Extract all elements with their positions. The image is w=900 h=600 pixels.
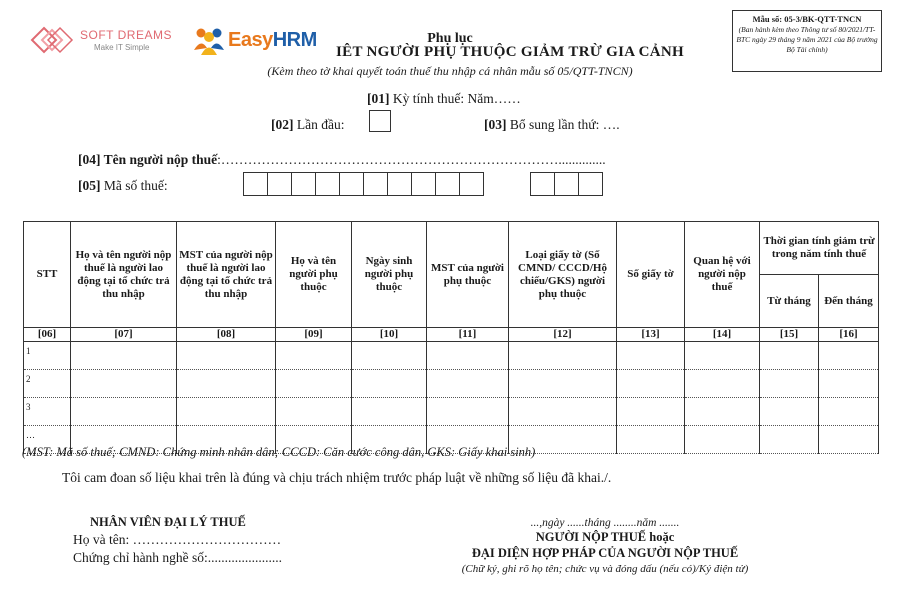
table-cell[interactable]: [509, 342, 617, 370]
document-subtitle: Phụ lục: [427, 31, 473, 46]
field-code-03: [03]: [484, 117, 507, 132]
easyhrm-hrm-text: HRM: [272, 29, 317, 51]
table-row: [24, 398, 879, 426]
tax-code-digit-box[interactable]: [387, 172, 412, 196]
col-index: [12]: [509, 328, 617, 342]
table-cell[interactable]: [617, 370, 685, 398]
col-header-taxpayer-mst: MST của người nộp thuế là người lao động tại tổ chức trả thu nhập: [177, 222, 276, 328]
col-index: [15]: [760, 328, 819, 342]
tax-code-digit-box[interactable]: [291, 172, 316, 196]
table-cell[interactable]: [177, 370, 276, 398]
table-cell[interactable]: [276, 342, 352, 370]
table-cell[interactable]: [352, 398, 427, 426]
table-row: [24, 370, 879, 398]
table-cell[interactable]: [71, 342, 177, 370]
tax-code-digit-box[interactable]: [339, 172, 364, 196]
table-cell[interactable]: [427, 398, 509, 426]
tax-period-field: [367, 91, 521, 107]
table-cell[interactable]: [685, 426, 760, 454]
form-number-box: [732, 10, 882, 72]
col-index: [13]: [617, 328, 685, 342]
easyhrm-easy-text: Easy: [228, 29, 273, 51]
table-cell[interactable]: [760, 426, 819, 454]
field-code-02: [02]: [271, 117, 294, 132]
tax-period-label: Kỳ tính thuế: Năm……: [389, 91, 521, 106]
tax-code-digit-box[interactable]: [530, 172, 555, 196]
softdreams-name: SOFT DREAMS: [80, 28, 172, 42]
table-cell[interactable]: [685, 370, 760, 398]
col-index: [14]: [685, 328, 760, 342]
tax-code-label: Mã số thuế:: [100, 178, 168, 193]
table-row: [24, 342, 879, 370]
table-cell[interactable]: [617, 426, 685, 454]
tax-code-digit-box[interactable]: [459, 172, 484, 196]
table-cell[interactable]: [819, 426, 879, 454]
first-time-label: Lần đầu:: [293, 117, 345, 132]
col-header-from-month: Từ tháng: [760, 275, 819, 328]
col-header-dependent-dob: Ngày sinh người phụ thuộc: [352, 222, 427, 328]
table-cell[interactable]: [617, 398, 685, 426]
softdreams-diamond-icon: [30, 24, 74, 60]
tax-code-field: [78, 178, 168, 194]
document-attachment-note: (Kèm theo tờ khai quyết toán thuế thu nhập cá nhân mẫu số 05/QTT-TNCN): [267, 64, 633, 78]
taxpayer-name-field: [78, 152, 606, 168]
col-index: [06]: [24, 328, 71, 342]
supplement-label: Bổ sung lần thứ: ….: [506, 117, 620, 132]
table-cell[interactable]: [71, 370, 177, 398]
row-number: 3: [24, 398, 71, 426]
table-cell[interactable]: [819, 342, 879, 370]
table-cell[interactable]: [177, 398, 276, 426]
commitment-statement: Tôi cam đoan số liệu khai trên là đúng và chịu trách nhiệm trước pháp luật về những số liệu đã khai./.: [62, 470, 612, 485]
tax-agent-name[interactable]: Họ và tên: ……………………………: [73, 532, 282, 547]
tax-code-digit-box[interactable]: [315, 172, 340, 196]
table-cell[interactable]: [617, 342, 685, 370]
col-index: [10]: [352, 328, 427, 342]
table-cell[interactable]: [352, 342, 427, 370]
col-index: [09]: [276, 328, 352, 342]
table-header-row: [24, 222, 879, 275]
document-title: IÊT NGƯỜI PHỤ THUỘC GIẢM TRỪ GIA CẢNH: [336, 44, 684, 60]
col-header-dependent-mst: MST của người phụ thuộc: [427, 222, 509, 328]
tax-agent-title: NHÂN VIÊN ĐẠI LÝ THUẾ: [90, 515, 246, 529]
table-cell[interactable]: [760, 370, 819, 398]
tax-code-digit-box[interactable]: [363, 172, 388, 196]
taxpayer-label: NGƯỜI NỘP THUẾ: [535, 530, 647, 544]
col-header-relationship: Quan hệ với người nộp thuế: [685, 222, 760, 328]
col-header-dependent-name: Họ và tên người phụ thuộc: [276, 222, 352, 328]
signature-date[interactable]: ...,ngày ......tháng ........năm .......: [530, 517, 680, 529]
or-label: hoặc: [646, 530, 675, 544]
tax-agent-certificate[interactable]: Chứng chỉ hành nghề số:......................: [73, 550, 283, 565]
col-header-deduction-period: Thời gian tính giảm trừ trong năm tính thuế: [760, 222, 879, 275]
table-cell[interactable]: [509, 370, 617, 398]
table-cell[interactable]: [685, 398, 760, 426]
softdreams-tagline: Make IT Simple: [94, 43, 150, 52]
abbreviations-footnote: (MST: Mã số thuế; CMND: Chứng minh nhân dân; CCCD: Căn cước công dân, GKS: Giấy khai sinh): [22, 445, 536, 459]
tax-code-digit-box[interactable]: [267, 172, 292, 196]
row-number: 2: [24, 370, 71, 398]
col-index: [08]: [177, 328, 276, 342]
table-cell[interactable]: [427, 342, 509, 370]
taxpayer-name-dots[interactable]: :…………………………………………………………………..............: [217, 152, 606, 167]
table-cell[interactable]: [427, 370, 509, 398]
table-cell[interactable]: [819, 398, 879, 426]
row-number: …: [24, 426, 71, 454]
col-index: [07]: [71, 328, 177, 342]
table-cell[interactable]: [509, 398, 617, 426]
tax-code-digit-box[interactable]: [435, 172, 460, 196]
tax-code-boxes-suffix: [531, 172, 603, 196]
signature-representative-label: ĐẠI DIỆN HỢP PHÁP CỦA NGƯỜI NỘP THUẾ: [471, 546, 739, 560]
table-cell[interactable]: [276, 398, 352, 426]
row-number: 1: [24, 342, 71, 370]
table-cell[interactable]: [760, 342, 819, 370]
table-cell[interactable]: [276, 370, 352, 398]
tax-code-digit-box[interactable]: [411, 172, 436, 196]
table-cell[interactable]: [819, 370, 879, 398]
tax-code-boxes-main: [244, 172, 484, 196]
form-code: Mẫu số: 05-3/BK-QTT-TNCN: [752, 14, 862, 24]
col-header-id-number: Số giấy tờ: [617, 222, 685, 328]
col-header-to-month: Đến tháng: [819, 275, 879, 328]
tax-code-digit-box[interactable]: [554, 172, 579, 196]
form-legal-note: (Ban hành kèm theo Thông tư số 80/2021/TT-BTC ngày 29 tháng 9 năm 2021 của Bộ trưởng Bộ Tài chính): [736, 25, 878, 54]
table-cell[interactable]: [685, 342, 760, 370]
col-index: [16]: [819, 328, 879, 342]
field-code-04: [04]: [78, 152, 101, 167]
signature-taxpayer-label: [420, 530, 790, 545]
col-header-taxpayer-name: Họ và tên người nộp thuế là người lao động tại tổ chức trả thu nhập: [71, 222, 177, 328]
first-time-field: [271, 117, 344, 133]
table-index-row: [24, 328, 879, 342]
supplement-field: [484, 117, 620, 133]
table-cell[interactable]: [760, 398, 819, 426]
softdreams-logo: [30, 22, 180, 62]
first-time-checkbox[interactable]: [369, 110, 391, 132]
tax-code-digit-box[interactable]: [243, 172, 268, 196]
table-cell[interactable]: [177, 342, 276, 370]
people-group-icon: [192, 24, 226, 58]
table-cell[interactable]: [352, 370, 427, 398]
field-code-05: [05]: [78, 178, 101, 193]
col-index: [11]: [427, 328, 509, 342]
col-header-stt: STT: [24, 222, 71, 328]
field-code-01: [01]: [367, 91, 390, 106]
signature-instructions: (Chữ ký, ghi rõ họ tên; chức vụ và đóng dấu (nếu có)/Ký điện tử): [461, 563, 749, 575]
col-header-id-type: Loại giấy tờ (Số CMND/ CCCD/Hộ chiếu/GKS) người phụ thuộc: [509, 222, 617, 328]
tax-code-digit-box[interactable]: [578, 172, 603, 196]
table-cell[interactable]: [71, 398, 177, 426]
dependents-table: [23, 221, 879, 454]
taxpayer-name-label: Tên người nộp thuế: [100, 152, 218, 167]
